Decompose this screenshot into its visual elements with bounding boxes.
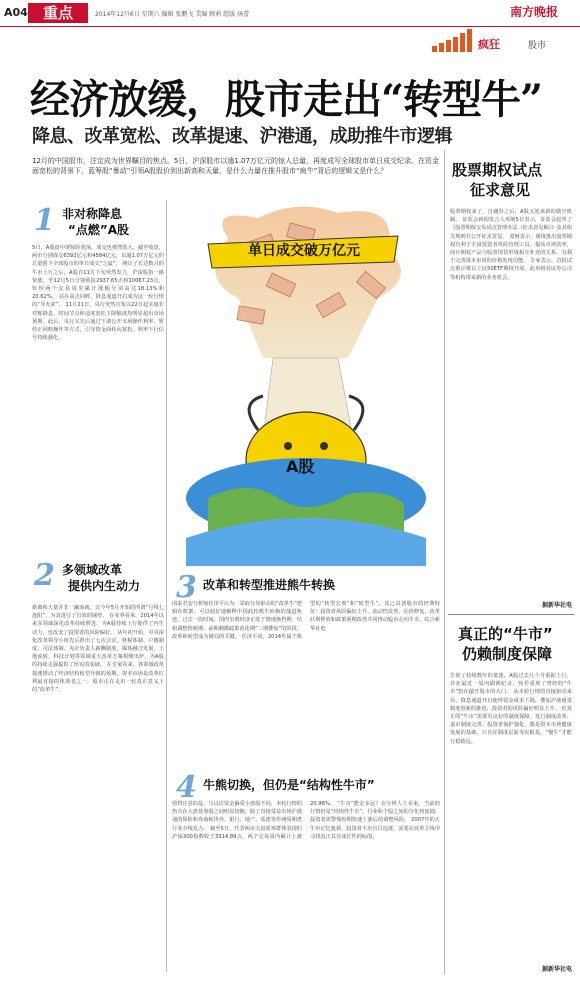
section-title: 非对称降息: [62, 207, 123, 221]
article-body: 值得注意的是，与以往资金偏爱小盘股不同，本轮行情的热点在大盘蓝筹股之间明显切换，除了直接受益市场沪港通的保险和券商板块外，银行、地产、基建等传统周期类行业全线发力。 截至5日，代表两市大盘蓝筹群体表现的沪深300指数收于3314.89点，两个交易周内累计上涨20.96%。 “牛市”能走多远？在分析人士看来，当前的行情仍是“结构性牛市”，行业和个股之间的分化将加剧，投资者需警惕短期快速上涨后的调整风险。 2007年的大牛市记忆犹新，投资者不应盲目追涨，需要在改革主线中寻找真正具有成长性的标的。: [172, 801, 440, 840]
sidebar-body: 告别了持续数年的低迷，A股过去几个月重振上行，并在最近一周内刷新纪录，宛若重现了曾经的“牛市”仍在敲开股市的大门。 从本轮行情的直接驱动来看，降息通道开启使得资金成本下降，叠加沪港通等制度创新的推进，投资者的风险偏好明显上升。 但真正的“牛市”需要有良好的制度保障。发行制度改革、退市制度完善、投资者保护强化，都是资本市场健康发展的基础，只有在制度层面夯实根基，“慢牛”才能行稳致远。: [450, 673, 572, 745]
article-body: 新离和天量并非一蹴而就，以今年5月开始的所谓“月线七连阳”，为其进行了有效的铺垫。 在业界看来，2014年以来多领域深化改革持续推进，为A股持续上行提供了内生动力，也改变了投资者的风险偏好。 从年初开始，中央深化改革领导小组先后推出了七次会议，财税体制、户籍制度、司法体制、央企负责人薪酬制度、媒体融合发展、土地流转、科技计划等领域重大改革方案相继出炉，为A股的持续走强提供了厚实的基础。 在专家看来，各领域改革提速推动了经济结构转型升级的预期，资本市场是改革红利最直接的体现者之一，股市正在走出一轮真正意义上的“改革牛”。: [32, 605, 164, 694]
section-title: 提供内生动力: [68, 579, 141, 593]
sidebar-body: 股票期权来了，自融券之后，A股又迎来新的做空机制。 证监会新闻发言人邓舸5日表示，证监会起草了《股票期权交易试点管理办法（征求意见稿）》及其相关规则并公开征求意见。 邓舸表示，谨慎推出股票期权有利于丰富投资者风险管理工具，提高市场效率，而且期权产品与股票现货形成相互补充的关系，有利于完善资本市场的价格发现功能。 专家表示，首批试点预计将以上证50ETF期权开展，此举将对证券公司等机构带来新的业务机会。: [450, 209, 572, 281]
bar-chart-icon: [432, 28, 476, 52]
volume-banner: 单日成交破万亿元: [248, 243, 360, 259]
section-title: “点燃”A股: [68, 223, 130, 237]
section-title: 多领域改革: [62, 563, 123, 577]
byline: 据新华社电: [541, 602, 572, 609]
section-title: 改革和转型推进熊牛转换: [203, 578, 336, 592]
sidebar-title: 征求意见: [470, 181, 531, 199]
bull-market-illustration: [168, 198, 444, 566]
section-number: 2: [34, 558, 55, 593]
lead-paragraph: 12月的中国股市，注定成为世界瞩目的焦点。5日，沪深股市以逾1.07万亿元的惊人总量，再度成写全球股市单日成交纪录。在资金面宽松的背景下，蓝筹股“暴动”引领A股股价到出新高和天量，是什么力量在推升股市“疯牛”背后的逻辑又是什么？: [32, 157, 439, 175]
issue-meta: 2014年12月6日 星期六 编辑 张鹏飞 美编 顾莉 组版 汤蕾: [95, 11, 250, 18]
column-divider: [166, 200, 167, 972]
section-number: 3: [176, 570, 197, 605]
section-number: 1: [34, 203, 55, 238]
column-name: 疯狂: [478, 38, 500, 51]
sidebar-title: 真正的“牛市”: [458, 625, 553, 643]
column-name-suffix: 股市: [528, 41, 547, 51]
section-number: 4: [176, 770, 197, 805]
newspaper-logo: 南方晚报: [510, 5, 559, 19]
sidebar-title: 仍赖制度保障: [462, 645, 553, 663]
header-rule: [0, 26, 580, 27]
byline: 据新华社电: [541, 966, 572, 973]
article-body: 国泰君安分析师任泽平认为，采取分母驱动的“改革牛”逻辑在框架，可以较好地解释中国此轮熊牛转换的演进轨迹。过去一段时间，国内宏观经济正处于增速换挡期、结构调整阵痛期、前期刺激政策消化期“三期叠加”的阶段，改革和转型成为破局的关键。 任泽平说，2014年属于典型的“转型宏观”和“转型牛”，其已具备股市的经典特征：投资者风险偏好上升、流动性改善、估值修复，改革红利释放和政策预期改善共同推动股市走向牛市。综合新华社电: [172, 601, 440, 640]
subheadline: 降息、改革宽松、改革提速、沪港通，成助推牛市逻辑: [32, 126, 452, 147]
column-divider: [444, 150, 445, 975]
article-body: 5日，A股盘中现惊险震荡，成交也弹然放大，截至收盘，两市分别成交6392亿元和4584亿元，以逾1.07万亿元的总量创下全球股市的单日成交“之最”。 统计了长达数月的牛市上行之后，A股自11月下旬突然发力，沪深股指一路快涨，至12月5日分别收报2937.65点和10067.23点，短短两个交易周里累计涨幅分别高达18.13%和20.62%。 站在高点回眸，降息通道开启成为这一轮行情的“导火索”。 11月21日，央行突然宣布以22日起实施非对称降息，时间节点和适度宽松下降幅度均明显超出市场预期。此后，央行又先后通过下调公开市场操作利率、暂停正回购操作等方式，引导资金面转向宽松，利率下行信号持续强化。: [32, 245, 164, 342]
page-number: A04: [4, 6, 28, 19]
sidebar-title: 股票期权试点: [452, 161, 543, 179]
section-tag: 重点: [28, 3, 88, 23]
section-title: 牛熊切换，但仍是“结构性牛市”: [203, 778, 375, 792]
bull-label: A股: [286, 457, 315, 476]
sidebar-divider: [448, 614, 574, 615]
headline: 经济放缓，股市走出“转型牛”: [30, 76, 543, 123]
